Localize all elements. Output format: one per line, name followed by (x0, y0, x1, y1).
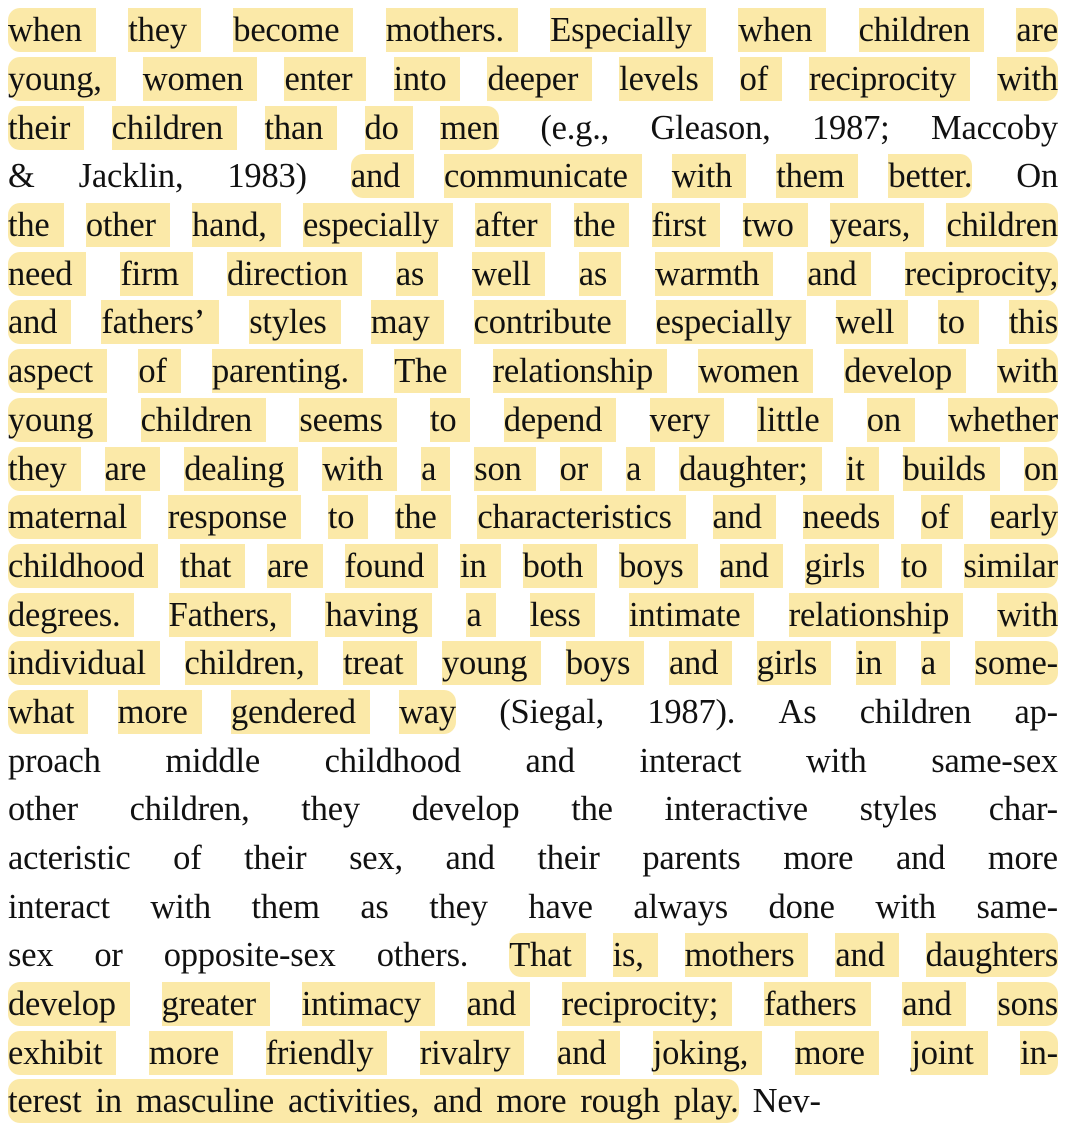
word: with (150, 887, 211, 926)
highlighted-word: in (96, 1079, 122, 1123)
text-line (8, 882, 1058, 931)
highlighted-word: do (365, 106, 399, 150)
word: middle (165, 741, 260, 780)
highlighted-word: relationship (493, 349, 653, 393)
highlighted-word: little (757, 398, 819, 442)
highlighted-word: as (396, 252, 424, 296)
word: children, (129, 790, 250, 829)
highlighted-word: or (560, 447, 588, 491)
highlighted-word: fathers (764, 982, 856, 1026)
highlighted-word: and (902, 982, 951, 1026)
highlighted-word: seems (299, 398, 382, 442)
word: the (571, 790, 613, 829)
highlighted-word: warmth (655, 252, 759, 296)
text-line (8, 396, 1058, 445)
highlighted-word: girls (757, 641, 817, 685)
highlighted-word: boys (619, 544, 683, 588)
text-line (8, 590, 1058, 639)
word: their (244, 839, 307, 878)
highlighted-word: of (921, 495, 949, 539)
highlighted-word: needs (803, 495, 881, 539)
highlighted-word: exhibit (8, 1031, 102, 1075)
highlighted-word: relationship (789, 593, 949, 637)
highlighted-word: girls (805, 544, 865, 588)
highlighted-word: activities, (288, 1079, 419, 1123)
highlighted-word: well (472, 252, 531, 296)
highlighted-word: women (698, 349, 799, 393)
highlighted-word: That (509, 933, 571, 977)
highlighted-word: young (442, 641, 527, 685)
text-line (8, 639, 1058, 688)
highlighted-word: become (233, 8, 339, 52)
highlighted-word: they (8, 447, 67, 491)
word: ap- (1014, 692, 1058, 731)
highlighted-word: friendly (266, 1031, 374, 1075)
highlighted-word: when (8, 8, 82, 52)
highlighted-word: reciprocity (809, 57, 956, 101)
highlighted-word: and (669, 641, 718, 685)
highlighted-word: especially (656, 300, 792, 344)
highlighted-word: and (8, 300, 57, 344)
word: have (528, 887, 593, 926)
word: interact (8, 887, 110, 926)
word: sex (8, 936, 54, 975)
highlighted-word: hand, (192, 203, 267, 247)
word: interactive (664, 790, 808, 829)
highlighted-word: way (399, 690, 456, 734)
highlighted-word: after (475, 203, 537, 247)
highlighted-word: the (395, 495, 437, 539)
highlighted-word: having (325, 593, 418, 637)
highlighted-word: terest (8, 1079, 82, 1123)
word: them (251, 887, 320, 926)
word: (Siegal, (499, 692, 605, 731)
word: of (173, 839, 202, 878)
highlighted-word: and (433, 1079, 482, 1123)
highlighted-word: direction (227, 252, 348, 296)
highlighted-word: men (440, 106, 499, 150)
highlighted-word: communicate (444, 154, 628, 198)
highlighted-word: their (8, 106, 70, 150)
highlighted-word: better. (888, 154, 972, 198)
highlighted-word: parenting. (212, 349, 349, 393)
text-line (8, 55, 1058, 104)
highlighted-word: in- (1020, 1031, 1058, 1075)
highlighted-word: and (720, 544, 769, 588)
word: (e.g., (540, 108, 610, 147)
highlighted-word: may (371, 300, 430, 344)
word: more (783, 839, 854, 878)
word: As (778, 692, 817, 731)
highlighted-word: children (112, 106, 223, 150)
highlighted-word: develop (844, 349, 952, 393)
word: children (859, 692, 972, 731)
highlighted-word: son (474, 447, 521, 491)
highlighted-word: a (921, 641, 936, 685)
word: develop (411, 790, 520, 829)
highlighted-word: what (8, 690, 74, 734)
highlighted-word: is, (613, 933, 644, 977)
highlighted-word: less (530, 593, 581, 637)
highlighted-word: maternal (8, 495, 127, 539)
word: On (1016, 157, 1058, 196)
highlighted-word: especially (303, 203, 439, 247)
highlighted-word: play. (674, 1079, 739, 1123)
highlighted-word: aspect (8, 349, 93, 393)
text-line (8, 542, 1058, 591)
highlighted-word: mothers (685, 933, 795, 977)
highlighted-word: on (1024, 447, 1058, 491)
text-line (8, 103, 1058, 152)
highlighted-word: The (394, 349, 447, 393)
word: and (445, 839, 495, 878)
highlighted-word: them (776, 154, 844, 198)
highlighted-word: Especially (550, 8, 692, 52)
text-line (8, 736, 1058, 785)
highlighted-word: are (267, 544, 309, 588)
highlighted-word: of (138, 349, 166, 393)
text-line (8, 688, 1058, 737)
highlighted-word: to (938, 300, 964, 344)
highlighted-word: rough (580, 1079, 660, 1123)
word: and (895, 839, 946, 878)
text-line (8, 249, 1058, 298)
word: char- (988, 790, 1058, 829)
word: acteristic (8, 839, 131, 878)
highlighted-word: masculine (136, 1079, 274, 1123)
highlighted-word: two (743, 203, 794, 247)
highlighted-word: sons (997, 982, 1058, 1026)
highlighted-word: women (143, 57, 244, 101)
word: same- (976, 887, 1058, 926)
highlighted-word: whether (948, 398, 1058, 442)
highlighted-word: are (1016, 8, 1058, 52)
highlighted-word: with (997, 593, 1058, 637)
highlighted-word: childhood (8, 544, 144, 588)
word: styles (859, 790, 938, 829)
highlighted-word: and (467, 982, 516, 1026)
highlighted-word: characteristics (477, 495, 671, 539)
word: proach (8, 741, 101, 780)
text-line (8, 980, 1058, 1029)
highlighted-word: and (835, 933, 884, 977)
highlighted-word: first (652, 203, 707, 247)
text-line (8, 298, 1058, 347)
highlighted-word: on (867, 398, 901, 442)
highlighted-word: to (328, 495, 354, 539)
word: interact (639, 741, 742, 780)
word: Nev- (752, 1082, 821, 1121)
highlighted-word: daughter; (679, 447, 808, 491)
highlighted-word: intimacy (302, 982, 421, 1026)
word: Gleason, (650, 108, 771, 147)
highlighted-word: more (149, 1031, 219, 1075)
text-line (8, 152, 1058, 201)
highlighted-word: boys (566, 641, 630, 685)
highlighted-word: both (523, 544, 584, 588)
word: childhood (324, 741, 461, 780)
highlighted-word: develop (8, 982, 116, 1026)
word: & (8, 157, 35, 196)
highlighted-word: that (180, 544, 231, 588)
highlighted-word: contribute (474, 300, 612, 344)
highlighted-word: this (1009, 300, 1058, 344)
text-line (8, 931, 1058, 980)
highlighted-word: more (118, 690, 188, 734)
word: same-sex (931, 741, 1058, 780)
highlighted-word: children (141, 398, 252, 442)
word: and (525, 741, 575, 780)
highlighted-word: rivalry (420, 1031, 511, 1075)
highlighted-word: fathers’ (101, 300, 205, 344)
word: they (429, 887, 488, 926)
highlighted-word: with (672, 154, 733, 198)
text-line (8, 1077, 1058, 1126)
highlighted-word: treat (343, 641, 403, 685)
highlighted-word: some- (975, 641, 1058, 685)
highlighted-word: mothers. (386, 8, 504, 52)
word: other (8, 790, 78, 829)
word: 1987; (811, 108, 890, 147)
word: Maccoby (930, 108, 1058, 147)
highlighted-word: with (322, 447, 383, 491)
highlighted-word: deeper (487, 57, 578, 101)
highlighted-word: reciprocity; (562, 982, 719, 1026)
highlighted-word: builds (903, 447, 986, 491)
highlighted-word: need (8, 252, 72, 296)
text-line (8, 493, 1058, 542)
highlighted-word: they (128, 8, 187, 52)
highlighted-word: into (394, 57, 447, 101)
highlighted-word: levels (619, 57, 698, 101)
word: more (987, 839, 1058, 878)
highlighted-word: daughters (926, 933, 1058, 977)
text-line (8, 347, 1058, 396)
highlighted-word: greater (162, 982, 256, 1026)
text-line (8, 6, 1058, 55)
highlighted-word: children (946, 203, 1057, 247)
highlighted-word: styles (249, 300, 326, 344)
highlighted-word: more (795, 1031, 865, 1075)
highlighted-word: a (626, 447, 641, 491)
highlighted-word: with (997, 349, 1058, 393)
highlighted-word: young (8, 398, 93, 442)
highlighted-word: as (579, 252, 607, 296)
highlighted-word: of (740, 57, 768, 101)
highlighted-word: young, (8, 57, 102, 101)
highlighted-word: reciprocity, (905, 252, 1058, 296)
word: Jacklin, (78, 157, 184, 196)
highlighted-word: the (574, 203, 616, 247)
text-line (8, 201, 1058, 250)
text-line (8, 785, 1058, 834)
highlighted-word: it (846, 447, 865, 491)
highlighted-word: with (997, 57, 1058, 101)
highlighted-word: are (105, 447, 147, 491)
highlighted-word: and (713, 495, 762, 539)
word: as (360, 887, 389, 926)
word: parents (642, 839, 741, 878)
highlighted-word: and (351, 154, 400, 198)
highlighted-word: degrees. (8, 593, 120, 637)
word: or (94, 936, 123, 975)
highlighted-word: when (738, 8, 812, 52)
word: sex, (349, 839, 403, 878)
text-line (8, 834, 1058, 883)
highlighted-word: more (496, 1079, 566, 1123)
highlighted-word: joint (911, 1031, 973, 1075)
word: with (875, 887, 936, 926)
highlighted-word: firm (120, 252, 179, 296)
highlighted-word: and (557, 1031, 606, 1075)
word: they (301, 790, 360, 829)
highlighted-word: depend (504, 398, 602, 442)
highlighted-word: response (168, 495, 287, 539)
highlighted-word: enter (284, 57, 352, 101)
word: opposite-sex (163, 936, 336, 975)
highlighted-word: to (430, 398, 456, 442)
highlighted-word: individual (8, 641, 146, 685)
highlighted-word: joking, (653, 1031, 748, 1075)
word: with (805, 741, 867, 780)
highlighted-word: to (901, 544, 927, 588)
highlighted-word: years, (830, 203, 910, 247)
highlighted-word: intimate (629, 593, 740, 637)
highlighted-word: than (265, 106, 324, 150)
highlighted-word: similar (964, 544, 1058, 588)
text-line (8, 444, 1058, 493)
highlighted-word: children, (185, 641, 305, 685)
word: 1983) (227, 157, 307, 196)
highlighted-word: Fathers, (169, 593, 278, 637)
highlighted-word: children (859, 8, 970, 52)
highlighted-word: in (460, 544, 486, 588)
highlighted-word: a (466, 593, 481, 637)
highlighted-word: early (990, 495, 1058, 539)
highlighted-word: gendered (231, 690, 356, 734)
document-page (8, 6, 1058, 1126)
word: others. (376, 936, 469, 975)
word: done (768, 887, 835, 926)
word: 1987). (647, 692, 736, 731)
highlighted-word: dealing (184, 447, 284, 491)
highlighted-word: other (86, 203, 156, 247)
word: always (633, 887, 728, 926)
highlighted-word: and (807, 252, 856, 296)
text-line (8, 1028, 1058, 1077)
highlighted-word: the (8, 203, 50, 247)
highlighted-word: very (650, 398, 711, 442)
highlighted-word: found (345, 544, 425, 588)
highlighted-word: in (856, 641, 882, 685)
word: their (537, 839, 600, 878)
highlighted-word: well (836, 300, 895, 344)
highlighted-word: a (421, 447, 436, 491)
